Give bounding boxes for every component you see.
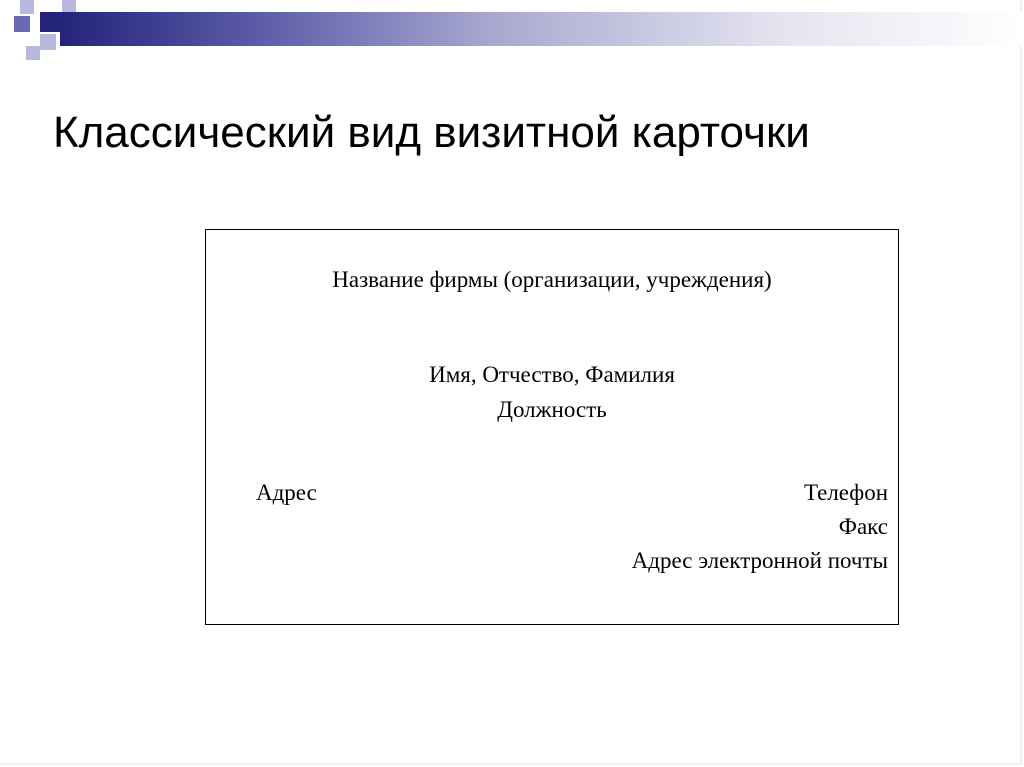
address-placeholder: Адрес bbox=[256, 480, 317, 505]
decor-square bbox=[26, 46, 40, 60]
position-placeholder: Должность bbox=[497, 397, 607, 422]
slide-title: Классический вид визитной карточки bbox=[53, 108, 810, 157]
person-name-placeholder: Имя, Отчество, Фамилия bbox=[429, 362, 675, 387]
header-gradient-bar bbox=[60, 12, 1022, 46]
decor-square bbox=[14, 16, 30, 32]
business-card-template bbox=[205, 229, 899, 625]
phone-placeholder: Телефон bbox=[803, 480, 888, 505]
company-name-placeholder: Название фирмы (организации, учреждения) bbox=[332, 267, 772, 292]
decor-square bbox=[40, 12, 60, 32]
decor-square bbox=[20, 0, 34, 14]
decor-square bbox=[40, 34, 56, 50]
fax-placeholder: Факс bbox=[838, 514, 888, 539]
email-placeholder: Адрес электронной почты bbox=[631, 548, 888, 573]
